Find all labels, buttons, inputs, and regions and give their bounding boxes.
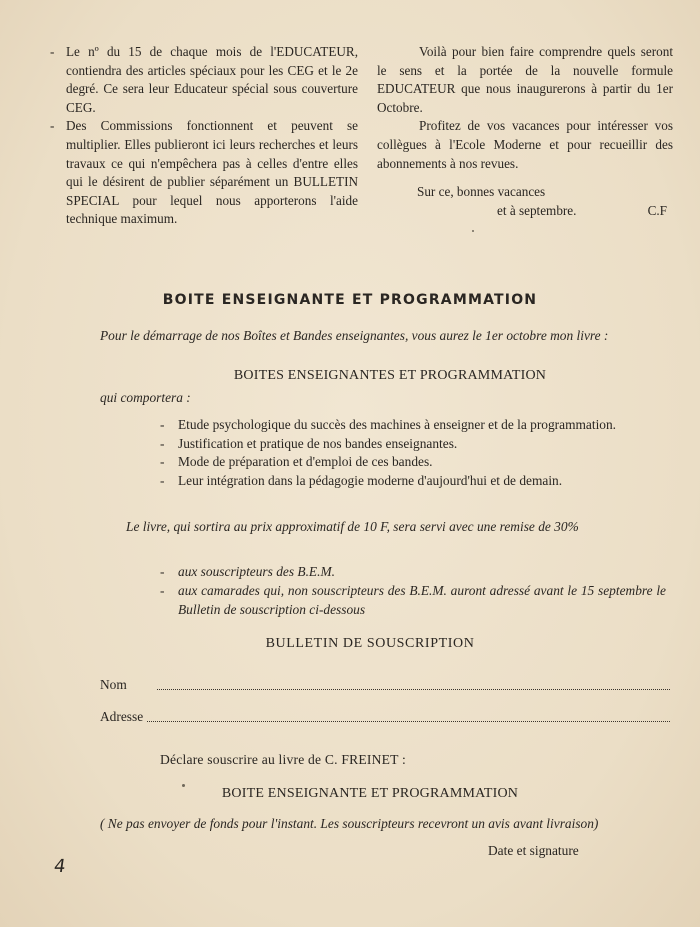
right-paragraph-1: Voilà pour bien faire comprendre quels seront le sens et la portée de la nouvelle formule EDUCATEUR que nous inaugurerons à partir du 1er Octobre. [377, 44, 673, 115]
list-item [160, 454, 668, 471]
left-item-2-text: Des Commissions fonctionnent et peuvent se multiplier. Elles publieront ici leurs recherches et leurs travaux ce qui n'empêchera pas à celles d'entre elles qui le désirent de publier séparément un BULLETIN SPECIAL pour lequel nous apporterons l'aide technique maximum. [66, 118, 358, 227]
name-label: Nom [100, 677, 127, 692]
list-dash: - [160, 472, 165, 488]
recipients-list [160, 562, 666, 619]
ink-speck [182, 784, 185, 787]
address-label: Adresse [100, 709, 144, 724]
address-dotted-line[interactable] [147, 720, 670, 722]
book-title: BOITES ENSEIGNANTES ET PROGRAMMATION [233, 368, 547, 383]
address-field[interactable] [100, 709, 670, 725]
list-item [160, 562, 666, 581]
section-title: BOITE ENSEIGNANTE ET PROGRAMMATION [162, 292, 538, 308]
offer-text [100, 517, 676, 537]
left-item-1 [50, 43, 358, 117]
closing-line-1: Sur ce, bonnes vacances [417, 184, 546, 200]
signature-initials: C.F [647, 202, 667, 218]
dash-1: - [50, 44, 55, 59]
name-field[interactable] [100, 677, 670, 693]
list-dash: - [160, 435, 165, 451]
section-intro: Pour le démarrage de nos Boîtes et Bandes enseignantes, vous aurez le 1er octobre mon livre : [100, 328, 609, 343]
closing-line-2 [377, 202, 673, 221]
list-item [160, 473, 668, 490]
list-item-text: Mode de préparation et d'emploi de ces bandes. [178, 454, 433, 469]
closing-line-2-text: et à septembre. [497, 202, 577, 218]
left-item-2 [50, 117, 358, 229]
list-dash: - [160, 583, 165, 598]
form-title: BULLETIN DE SOUSCRIPTION [265, 636, 475, 651]
comporte-label: qui comportera : [100, 390, 191, 405]
recipient-text: aux souscripteurs des B.E.M. [178, 564, 335, 579]
page-number: 4 [52, 856, 67, 877]
list-item [160, 581, 666, 619]
list-dash: - [160, 454, 165, 469]
name-dotted-line[interactable] [157, 688, 670, 690]
list-item-text: Etude psychologique du succès des machines à enseigner et de la programmation. [178, 417, 617, 432]
contents-list [160, 417, 668, 491]
list-item [160, 417, 668, 434]
list-item-text: Leur intégration dans la pédagogie moderne d'aujourd'hui et de demain. [178, 472, 563, 488]
form-book-title: BOITE ENSEIGNANTE ET PROGRAMMATION [221, 786, 519, 801]
dash-2: - [50, 118, 55, 134]
offer-paragraph: Le livre, qui sortira au prix approximatif de 10 F, sera servi avec une remise de 30% [126, 519, 579, 534]
list-item [160, 436, 668, 453]
date-signature-label: Date et signature [488, 843, 579, 858]
left-column [50, 43, 358, 229]
right-column [377, 43, 673, 220]
list-item-text: Justification et pratique de nos bandes enseignantes. [178, 435, 458, 451]
left-item-1-text: Le nº du 15 de chaque mois de l'EDUCATEUR, contiendra des articles spéciaux pour les CEG et le 2e degré. Ce sera leur Educateur spécial sous couverture CEG. [66, 44, 358, 115]
list-dash: - [160, 417, 165, 432]
recipient-text: aux camarades qui, non souscripteurs des B.E.M. auront adressé avant le 15 septembre le Bulletin de souscription ci-dessous [178, 583, 666, 617]
ink-speck [472, 230, 474, 232]
list-dash: - [160, 564, 165, 579]
declaration-text: Déclare souscrire au livre de C. FREINET : [160, 752, 406, 767]
right-paragraph-2: Profitez de vos vacances pour intéresser vos collègues à l'Ecole Moderne et pour recueillir des abonnements à nos revues. [377, 118, 673, 171]
form-note: ( Ne pas envoyer de fonds pour l'instant. Les souscripteurs recevront un avis avant livraison) [100, 816, 599, 831]
